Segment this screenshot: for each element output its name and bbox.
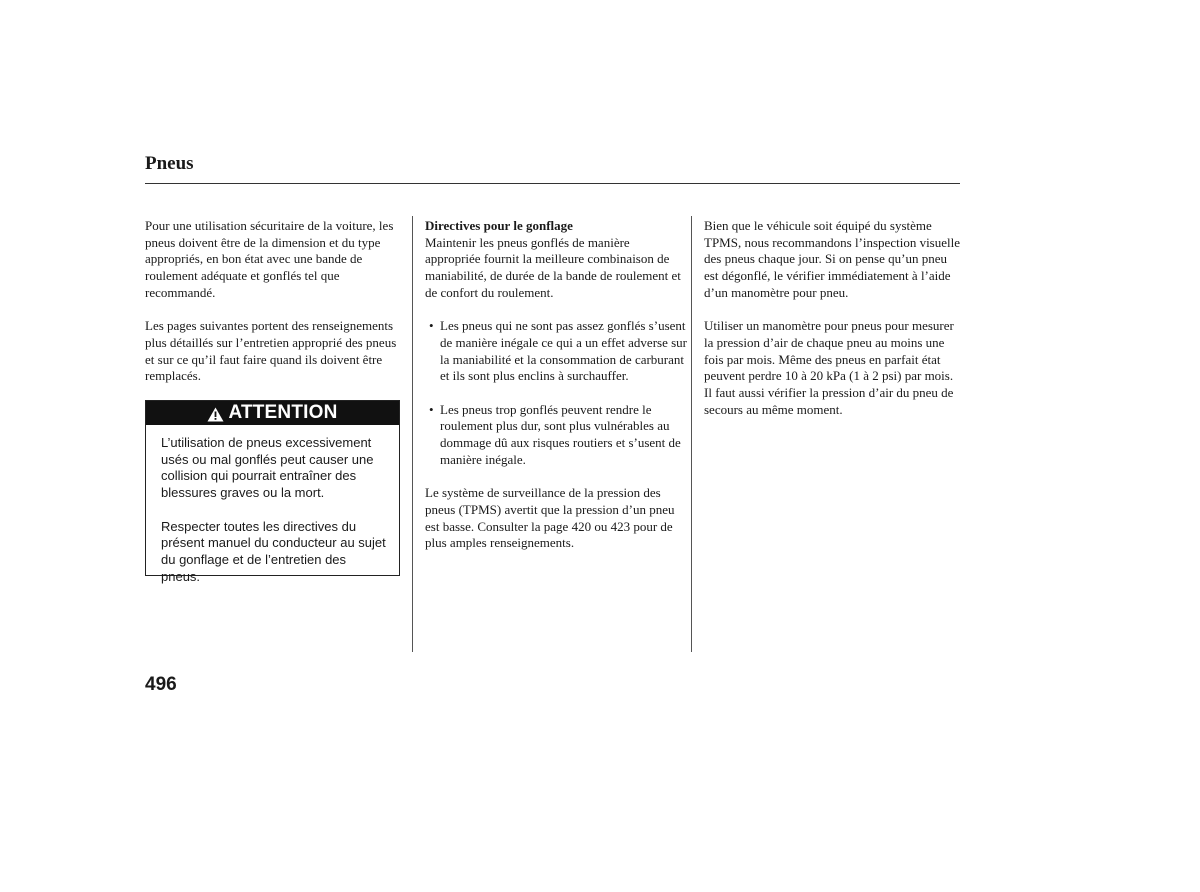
page-number: 496 xyxy=(145,674,177,695)
section-heading: Directives pour le gonflage xyxy=(425,218,573,233)
attention-header xyxy=(146,401,399,425)
inspection-paragraph: Bien que le véhicule soit équipé du système TPMS, nous recommandons l’inspection visuelle des pneus chaque jour. Si on pense qu’un pneu est dégonflé, le vérifier immédiatement à l’aide d’un manomètre pour pneu. xyxy=(704,218,961,300)
list-item-text: Les pneus trop gonflés peuvent rendre le roulement plus dur, sont plus vulnérables au dommage dû aux risques routiers et s’usent de manière inégale. xyxy=(440,401,681,467)
warning-triangle-icon xyxy=(207,406,224,421)
bullet-icon: • xyxy=(429,318,434,334)
bullet-icon: • xyxy=(429,401,434,417)
tpms-paragraph: Le système de surveillance de la pression des pneus (TPMS) avertit que la pression d’un pneu est basse. Consulter la page 420 ou 423 pour de plus amples renseignements. xyxy=(425,485,675,551)
column-middle xyxy=(425,218,687,569)
intro-paragraph: Pour une utilisation sécuritaire de la voiture, les pneus doivent être de la dimension et du type appropriés, en bon état avec une bande de roulement adéquate et gonflés tel que recommandé. xyxy=(145,218,394,300)
title-divider xyxy=(145,183,960,184)
list-item xyxy=(425,402,687,469)
column-left xyxy=(145,218,401,402)
pressure-paragraph: Utiliser un manomètre pour pneus pour mesurer la pression d’air de chaque pneu au moins une fois par mois. Même des pneus en parfait état peuvent perdre 10 à 20 kPa (1 à 2 psi) par mois. Il faut aussi vérifier la pression d’air du pneu de secours au même moment. xyxy=(704,318,954,417)
column-right xyxy=(704,218,962,435)
section-intro: Maintenir les pneus gonflés de manière appropriée fournit la meilleure combinaison de maniabilité, de durée de la bande de roulement et de confort du roulement. xyxy=(425,234,681,300)
attention-paragraph: L’utilisation de pneus excessivement usés ou mal gonflés peut causer une collision qui pourrait entraîner des blessures graves ou la mort. xyxy=(161,435,374,501)
list-item-text: Les pneus qui ne sont pas assez gonflés s’usent de manière inégale ce qui a un effet adverse sur la maniabilité et la consommation de carburant et ils sont plus enclins à surchauffer. xyxy=(440,318,687,384)
info-paragraph: Les pages suivantes portent des renseignements plus détaillés sur l’entretien approprié des pneus et sur ce qu’il faut faire quand ils doivent être remplacés. xyxy=(145,318,397,384)
bullet-list xyxy=(425,318,687,468)
attention-paragraph: Respecter toutes les directives du présent manuel du conducteur au sujet du gonflage et de l’entretien des pneus. xyxy=(161,518,386,584)
list-item xyxy=(425,318,687,385)
attention-label: ATTENTION xyxy=(228,402,338,423)
section-text xyxy=(425,218,687,302)
attention-box xyxy=(145,400,400,584)
column-divider xyxy=(691,216,692,652)
column-divider xyxy=(412,216,413,652)
page-title: Pneus xyxy=(145,153,194,174)
attention-body xyxy=(146,425,399,585)
